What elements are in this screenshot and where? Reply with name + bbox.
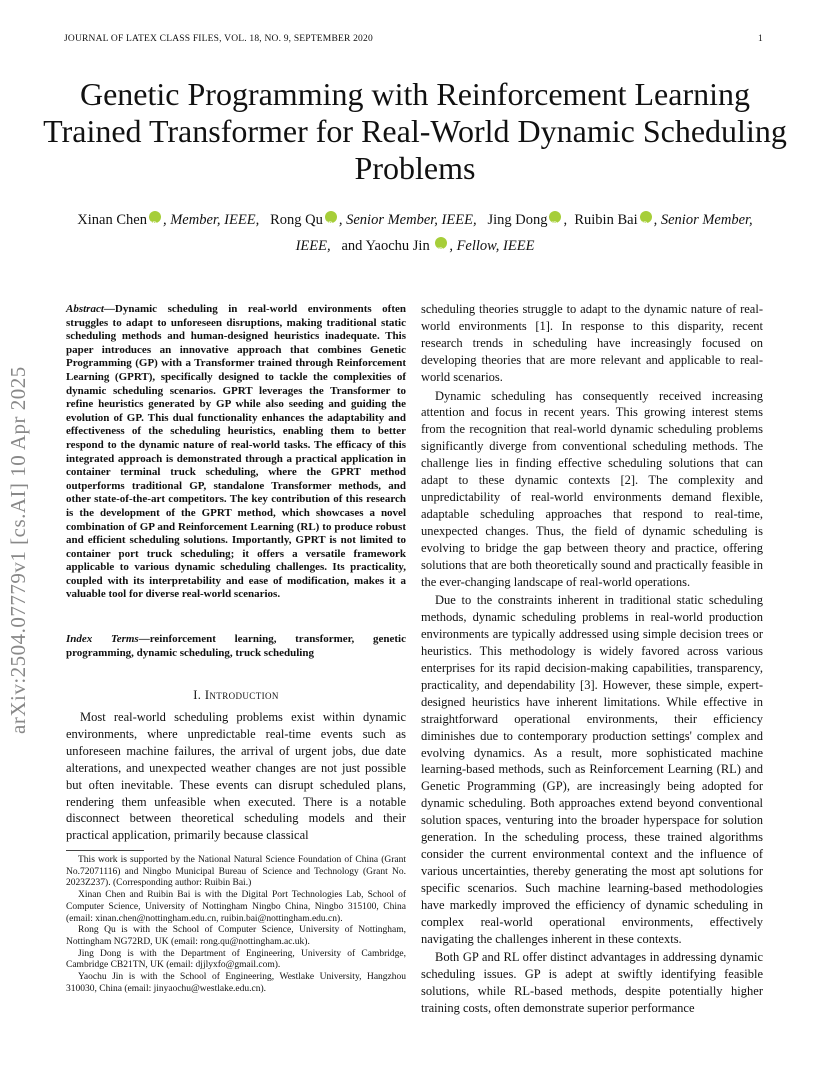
author-name: Rong Qu xyxy=(270,212,323,228)
section-number: I. xyxy=(193,688,202,702)
left-column-body xyxy=(66,709,406,844)
author-role: , Senior Member, IEEE, xyxy=(338,212,477,228)
paragraph: Dynamic scheduling has consequently received increasing attention and focus in recent years. This growing interest stems from the recognition that real-world dynamic scheduling problems significantly diverge from conventional scheduling methods. The challenge lies in finding effective scheduling solutions that can adapt to these dynamic contexts [2]. The complexity and unpredictability of real-world environments demand flexible, adaptable scheduling approaches that respond to real-time, unexpected changes. Thus, the field of dynamic scheduling is evolving to bridge the gap between theory and practice, offering solutions that are both theoretically sound and practically feasible in the ever-changing landscape of real-world operations. xyxy=(421,388,763,589)
footnote: Yaochu Jin is with the School of Engineering, Westlake University, Hangzhou 310030, China (email: jinyaochu@westlake.edu.cn). xyxy=(66,972,406,994)
abstract xyxy=(66,303,406,602)
index-terms xyxy=(66,633,406,660)
index-terms-label: Index Terms xyxy=(66,633,139,645)
section-heading xyxy=(66,688,406,703)
footnote: Jing Dong is with the Department of Engineering, University of Cambridge, Cambridge CB21TN, UK (email: djjlyxfo@gmail.com). xyxy=(66,948,406,971)
orcid-icon[interactable] xyxy=(435,237,447,249)
author-name: Ruibin Bai xyxy=(574,212,638,228)
author-role: , Senior Member, IEEE, xyxy=(295,212,753,254)
paper-title: Genetic Programming with Reinforcement Learning Trained Transformer for Real-World Dynamic Scheduling Problems xyxy=(43,76,787,186)
arxiv-stamp: arXiv:2504.07779v1 [cs.AI] 10 Apr 2025 xyxy=(6,366,30,734)
author-name: Xinan Chen xyxy=(77,212,147,228)
paragraph: Most real-world scheduling problems exist within dynamic environments, where unpredictable real-time events such as unforeseen machine failures, the arrival of urgent jobs, due date alterations, and unexpected weather changes are not just possible but often inevitable. These events can disrupt scheduled plans, rendering them unfeasible when executed. There is a notable disconnect between theoretical scheduling models and their practical application, primarily because classical xyxy=(66,710,406,843)
author-name: Jing Dong xyxy=(487,212,548,228)
orcid-icon[interactable] xyxy=(549,211,561,223)
page-number: 1 xyxy=(758,34,763,44)
author-name: Yaochu Jin xyxy=(365,238,430,254)
right-column-body xyxy=(421,301,763,1017)
orcid-icon[interactable] xyxy=(149,211,161,223)
abstract-label: Abstract xyxy=(66,303,104,315)
footnote-rule xyxy=(66,850,144,851)
journal-header: JOURNAL OF LATEX CLASS FILES, VOL. 18, NO. 9, SEPTEMBER 2020 xyxy=(64,34,373,44)
author-separator: , xyxy=(563,212,568,228)
author-conjunction: and xyxy=(341,238,363,254)
orcid-icon[interactable] xyxy=(640,211,652,223)
author-role: , Member, IEEE, xyxy=(162,212,260,228)
section-title: Introduction xyxy=(204,688,279,702)
footnotes xyxy=(66,855,406,995)
footnote: This work is supported by the National Natural Science Foundation of China (Grant No.72071116) and Ningbo Municipal Bureau of Science and Technology (Grant No. 2023Z237). (Corresponding author: Ruibin Bai.) xyxy=(66,855,406,889)
author-role: , Fellow, IEEE xyxy=(449,238,535,254)
paragraph: Due to the constraints inherent in traditional static scheduling methods, dynamic scheduling problems in real-world production environments are typically addressed using simple decision trees or heuristics. This methodology is widely favored across various enterprises for its rapid decision-making capabilities, transparency, practicality, and dependability [3]. However, these simple, expert-designed heuristics have inherent limitations. While effective in straightforward operational environments, their efficiency diminishes due to contemporary production settings' complex and evolving dynamics. As a result, more sophisticated machine learning-based methods, such as Reinforcement Learning (RL) and Genetic Programming (GP), are increasingly being adopted for dynamic scheduling. Both approaches extend beyond conventional solution spaces, venturing into the broader hyperspace for solution generation. In the scheduling process, these trained algorithms consider the current environmental context and the influence of various uncertainties, thereby generating the most apt solutions for specific scenarios. Such machine learning-based methodologies have markedly improved the efficiency of dynamic scheduling in complex real-world operational environments, effectively navigating the challenges inherent in these contexts. xyxy=(421,593,763,946)
abstract-text: —Dynamic scheduling in real-world environments often struggles to adapt to unforeseen disruptions, making traditional static scheduling methods and human-designed heuristics inadequate. This paper introduces an innovative approach that combines Genetic Programming (GP) with a Transformer trained through Reinforcement Learning (GPRT), specifically designed to tackle the complexities of dynamic scheduling scenarios. GPRT leverages the Transformer to refine heuristics generated by GP while also seeding and guiding the evolution of GP. This dual functionality enhances the adaptability and effectiveness of the scheduling heuristics, enabling them to better respond to the dynamic nature of real-world tasks. The efficacy of this integrated approach is demonstrated through a practical application in container terminal truck scheduling, where the GPRT method outperforms traditional GP, standalone Transformer methods, and other state-of-the-art competitors. The key contribution of this research is the development of the GPRT method, which showcases a novel combination of GP and Reinforcement Learning (RL) to produce robust and efficient scheduling solutions. Importantly, GPRT is not limited to container port truck scheduling; it offers a versatile framework applicable to various dynamic scheduling challenges. Its practicality, coupled with its interpretability and ease of modification, makes it a valuable tool for diverse real-world scenarios. xyxy=(66,303,406,601)
paragraph: Both GP and RL offer distinct advantages in addressing dynamic scheduling issues. GP is adept at swiftly identifying feasible solutions, while RL-based methods, despite potentially higher training costs, often demonstrate superior performance xyxy=(421,950,763,1016)
footnote: Rong Qu is with the School of Computer Science, University of Nottingham, Nottingham NG72RD, UK (email: rong.qu@nottingham.ac.uk). xyxy=(66,925,406,947)
paragraph: scheduling theories struggle to adapt to the dynamic nature of real-world environments [1]. In response to this disparity, recent research trends in scheduling have increasingly focused on developing theories that are more relevant and applicable to real-world scenarios. xyxy=(421,302,763,384)
index-terms-text: —reinforcement learning, transformer, genetic programming, dynamic scheduling, truck scheduling xyxy=(66,633,406,659)
author-list xyxy=(60,207,770,259)
orcid-icon[interactable] xyxy=(325,211,337,223)
footnote: Xinan Chen and Ruibin Bai is with the Digital Port Technologies Lab, School of Computer Science, University of Nottingham Ningbo China, Ningbo 315100, China (email: xinan.chen@nottingham.edu.cn, ruibin.bai@nottingham.edu.cn). xyxy=(66,890,406,924)
